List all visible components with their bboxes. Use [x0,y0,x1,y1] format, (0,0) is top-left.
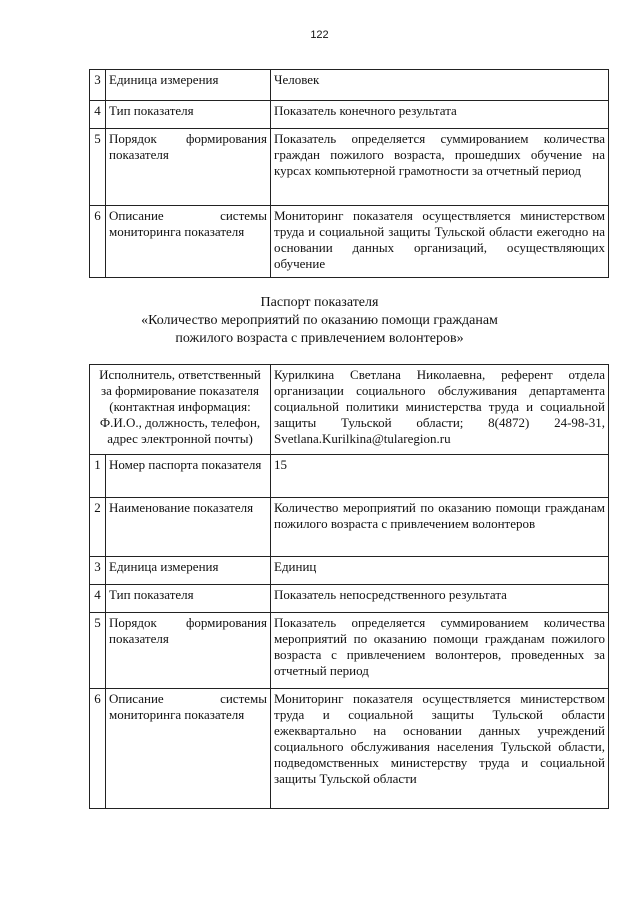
row-label: Порядок формирования показателя [106,129,271,206]
indicator-table-continued [89,69,609,278]
table-row [90,455,609,498]
row-number: 5 [90,613,106,689]
row-label: Единица измерения [106,70,271,101]
passport-caption [0,294,639,348]
table-row [90,129,609,206]
table-row [90,689,609,809]
row-label: Тип показателя [106,101,271,129]
row-value: Количество мероприятий по оказанию помощи гражданам пожилого возраста с привлечением волонтеров [271,498,609,557]
row-value: Показатель определяется суммированием количества мероприятий по оказанию помощи гражданам пожилого возраста с привлечением волонтеров, проведенных за отчетный период [271,613,609,689]
passport-title: Паспорт показателя [260,295,379,310]
table-row [90,206,609,278]
passport-table [89,364,609,809]
row-value: Человек [271,70,609,101]
responsible-row [90,365,609,455]
table-row [90,70,609,101]
passport-subtitle-line1: «Количество мероприятий по оказанию помощи гражданам [141,313,498,328]
row-number: 4 [90,101,106,129]
row-number: 5 [90,129,106,206]
row-label: Единица измерения [106,557,271,585]
table-row [90,613,609,689]
row-value: Единиц [271,557,609,585]
row-label: Номер паспорта показателя [106,455,271,498]
table-row [90,101,609,129]
row-value: Мониторинг показателя осуществляется министерством труда и социальной защиты Тульской области ежегодно на основании данных организаций, осуществляющих обучение [271,206,609,278]
row-label: Описание системы мониторинга показателя [106,689,271,809]
row-number: 4 [90,585,106,613]
row-label: Описание системы мониторинга показателя [106,206,271,278]
table-row [90,557,609,585]
row-number: 3 [90,557,106,585]
row-number: 3 [90,70,106,101]
row-value: Мониторинг показателя осуществляется министерством труда и социальной защиты Тульской области ежеквартально на основании данных учреждений социального обслуживания населения Тульской области, подведомственных министерству труда и социальной защиты Тульской области [271,689,609,809]
table-row [90,498,609,557]
responsible-label: Исполнитель, ответственный за формирование показателя (контактная информация: Ф.И.О., должность, телефон, адрес электронной почты) [90,365,271,455]
row-value: Показатель конечного результата [271,101,609,129]
row-value: Показатель определяется суммированием количества граждан пожилого возраста, прошедших обучение на курсах компьютерной грамотности за отчетный период [271,129,609,206]
responsible-value: Курилкина Светлана Николаевна, референт отдела организации социального обслуживания департамента социальной политики министерства труда и социальной защиты Тульской области; 8(4872) 24-98-31, Svetlana.Kurilkina@tularegion.ru [271,365,609,455]
page-number: 122 [310,29,329,41]
table-row [90,585,609,613]
row-number: 2 [90,498,106,557]
row-number: 6 [90,689,106,809]
row-value: Показатель непосредственного результата [271,585,609,613]
passport-subtitle-line2: пожилого возраста с привлечением волонтеров» [175,331,464,346]
row-label: Порядок формирования показателя [106,613,271,689]
row-number: 6 [90,206,106,278]
row-label: Тип показателя [106,585,271,613]
row-label: Наименование показателя [106,498,271,557]
row-number: 1 [90,455,106,498]
row-value: 15 [271,455,609,498]
